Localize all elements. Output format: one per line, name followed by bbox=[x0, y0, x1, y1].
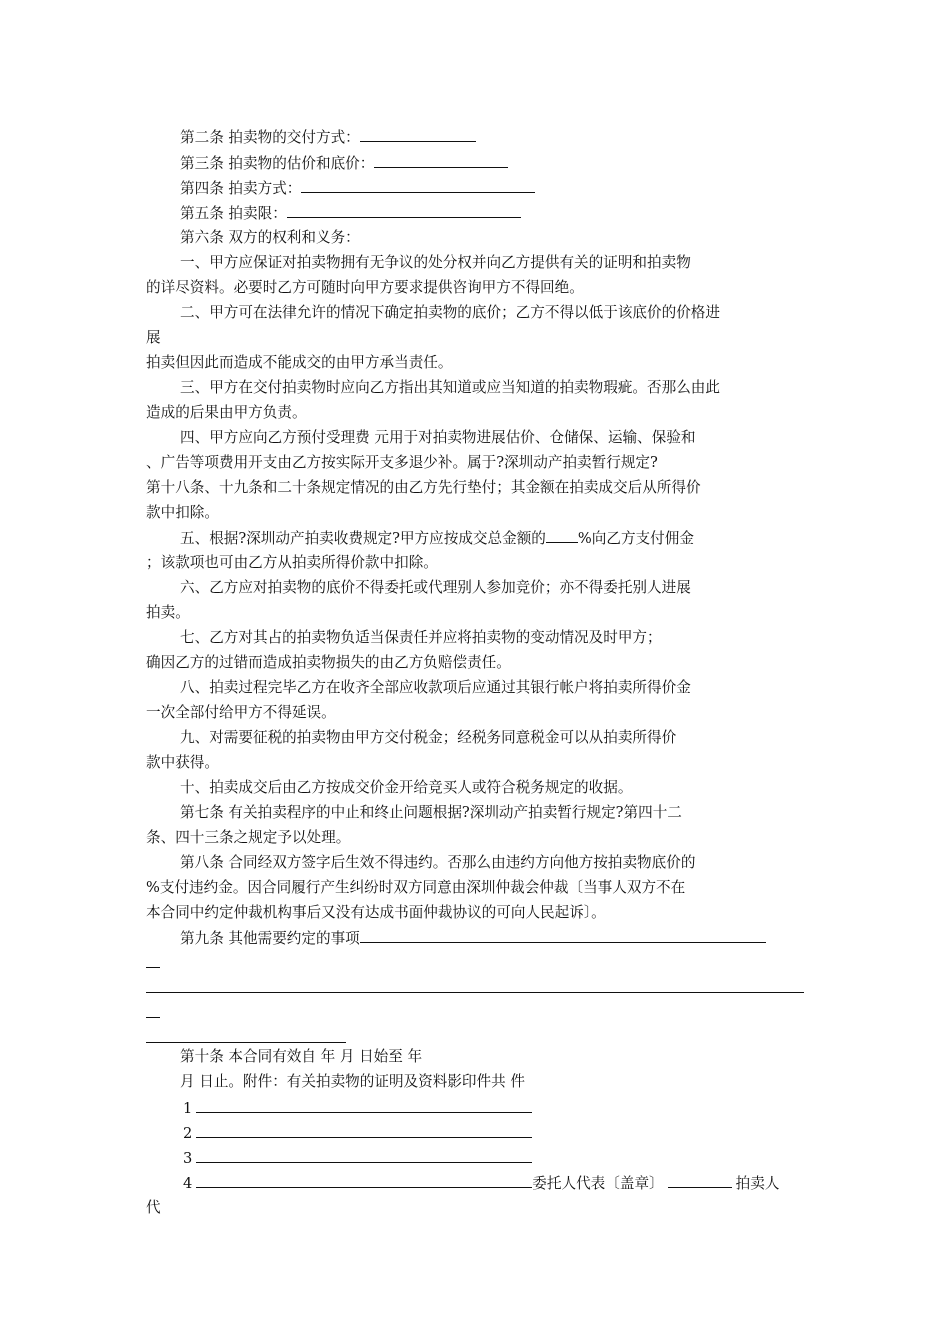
blank-field bbox=[146, 978, 804, 993]
paragraph-line: 的详尽资料。必要时乙方可随时向甲方要求提供咨询甲方不得回绝。 bbox=[146, 279, 584, 296]
attachment-item-2: 2 bbox=[183, 1123, 532, 1144]
article-8-line: 第八条 合同经双方签字后生效不得违约。否那么由违约方向他方按拍卖物底价的 bbox=[180, 854, 696, 871]
paragraph-line: ；该款项也可由乙方从拍卖所得价款中扣除。 bbox=[146, 554, 438, 571]
paragraph-line: 一次全部付给甲方不得延误。 bbox=[146, 704, 336, 721]
blank-field bbox=[374, 153, 508, 168]
blank-field bbox=[360, 127, 476, 142]
blank-field bbox=[196, 1173, 532, 1188]
blank-field bbox=[668, 1173, 732, 1188]
paragraph-line: 条、四十三条之规定予以处理。 bbox=[146, 829, 351, 846]
blank-line bbox=[146, 978, 804, 999]
article-6-heading: 第六条 双方的权利和义务： bbox=[180, 229, 360, 246]
article-7-line: 第七条 有关拍卖程序的中止和终止问题根据?深圳动产拍卖暂行规定?第四十二 bbox=[180, 804, 682, 821]
paragraph-line: 展 bbox=[146, 329, 161, 346]
paragraph-line: 款中获得。 bbox=[146, 754, 219, 771]
blank-line bbox=[146, 953, 160, 974]
paragraph-line: 六、乙方应对拍卖物的底价不得委托或代理别人参加竞价；亦不得委托别人进展 bbox=[180, 579, 691, 596]
attachment-item-4: 4 委托人代表〔盖章〕 拍卖人 bbox=[183, 1175, 780, 1192]
paragraph-line: 本合同中约定仲裁机构事后又没有达成书面仲裁协议的可向人民起诉〕。 bbox=[146, 904, 606, 921]
paragraph-line: 确因乙方的过错而造成拍卖物损失的由乙方负赔偿责任。 bbox=[146, 654, 511, 671]
blank-field bbox=[546, 528, 578, 543]
blank-field bbox=[360, 928, 766, 943]
paragraph-line: 八、拍卖过程完毕乙方在收齐全部应收款项后应通过其银行帐户将拍卖所得价金 bbox=[180, 679, 691, 696]
blank-field bbox=[146, 1003, 160, 1018]
paragraph-line: 、广告等项费用开支由乙方按实际开支多退少补。属于?深圳动产拍卖暂行规定? bbox=[146, 454, 658, 471]
blank-field bbox=[196, 1123, 532, 1138]
paragraph-line: 款中扣除。 bbox=[146, 504, 219, 521]
blank-field bbox=[196, 1148, 532, 1163]
article-5-line: 第五条 拍卖限： bbox=[180, 203, 521, 224]
article-2-line: 第二条 拍卖物的交付方式： bbox=[180, 127, 476, 148]
article-10-line: 第十条 本合同有效自 年 月 日始至 年 bbox=[180, 1048, 423, 1065]
paragraph-line: %支付违约金。因合同履行产生纠纷时双方同意由深圳仲裁会仲裁〔当事人双方不在 bbox=[146, 879, 686, 896]
blank-line bbox=[146, 1003, 160, 1024]
paragraph-line: 九、对需要征税的拍卖物由甲方交付税金；经税务同意税金可以从拍卖所得价 bbox=[180, 729, 677, 746]
blank-line bbox=[146, 1028, 346, 1049]
article-3-line: 第三条 拍卖物的估价和底价： bbox=[180, 153, 508, 174]
paragraph-line: 十、拍卖成交后由乙方按成交价金开给竞买人或符合税务规定的收据。 bbox=[180, 779, 633, 796]
paragraph-line: 月 日止。附件：有关拍卖物的证明及资料影印件共 件 bbox=[180, 1073, 525, 1090]
paragraph-line: 三、甲方在交付拍卖物时应向乙方指出其知道或应当知道的拍卖物瑕疵。否那么由此 bbox=[180, 379, 720, 396]
paragraph-line: 第十八条、十九条和二十条规定情况的由乙方先行垫付；其金额在拍卖成交后从所得价 bbox=[146, 479, 701, 496]
paragraph-line: 拍卖。 bbox=[146, 604, 190, 621]
paragraph-line: 四、甲方应向乙方预付受理费 元用于对拍卖物进展估价、仓储保、运输、保验和 bbox=[180, 429, 696, 446]
paragraph-line: 代 bbox=[146, 1199, 161, 1216]
blank-field bbox=[287, 203, 521, 218]
paragraph-line: 一、甲方应保证对拍卖物拥有无争议的处分权并向乙方提供有关的证明和拍卖物 bbox=[180, 254, 691, 271]
article-4-line: 第四条 拍卖方式： bbox=[180, 178, 535, 199]
article-9-line: 第九条 其他需要约定的事项 bbox=[180, 928, 766, 949]
paragraph-line: 拍卖但因此而造成不能成交的由甲方承当责任。 bbox=[146, 354, 453, 371]
attachment-item-1: 1 bbox=[183, 1098, 532, 1119]
attachment-item-3: 3 bbox=[183, 1148, 532, 1169]
blank-field bbox=[146, 1028, 346, 1043]
blank-field bbox=[301, 178, 535, 193]
paragraph-line: 七、乙方对其占的拍卖物负适当保责任并应将拍卖物的变动情况及时甲方； bbox=[180, 629, 662, 646]
paragraph-line: 五、根据?深圳动产拍卖收费规定?甲方应按成交总金额的 %向乙方支付佣金 bbox=[180, 530, 694, 547]
blank-field bbox=[146, 953, 160, 968]
paragraph-line: 二、甲方可在法律允许的情况下确定拍卖物的底价；乙方不得以低于该底价的价格进 bbox=[180, 304, 720, 321]
paragraph-line: 造成的后果由甲方负责。 bbox=[146, 404, 307, 421]
blank-field bbox=[196, 1098, 532, 1113]
